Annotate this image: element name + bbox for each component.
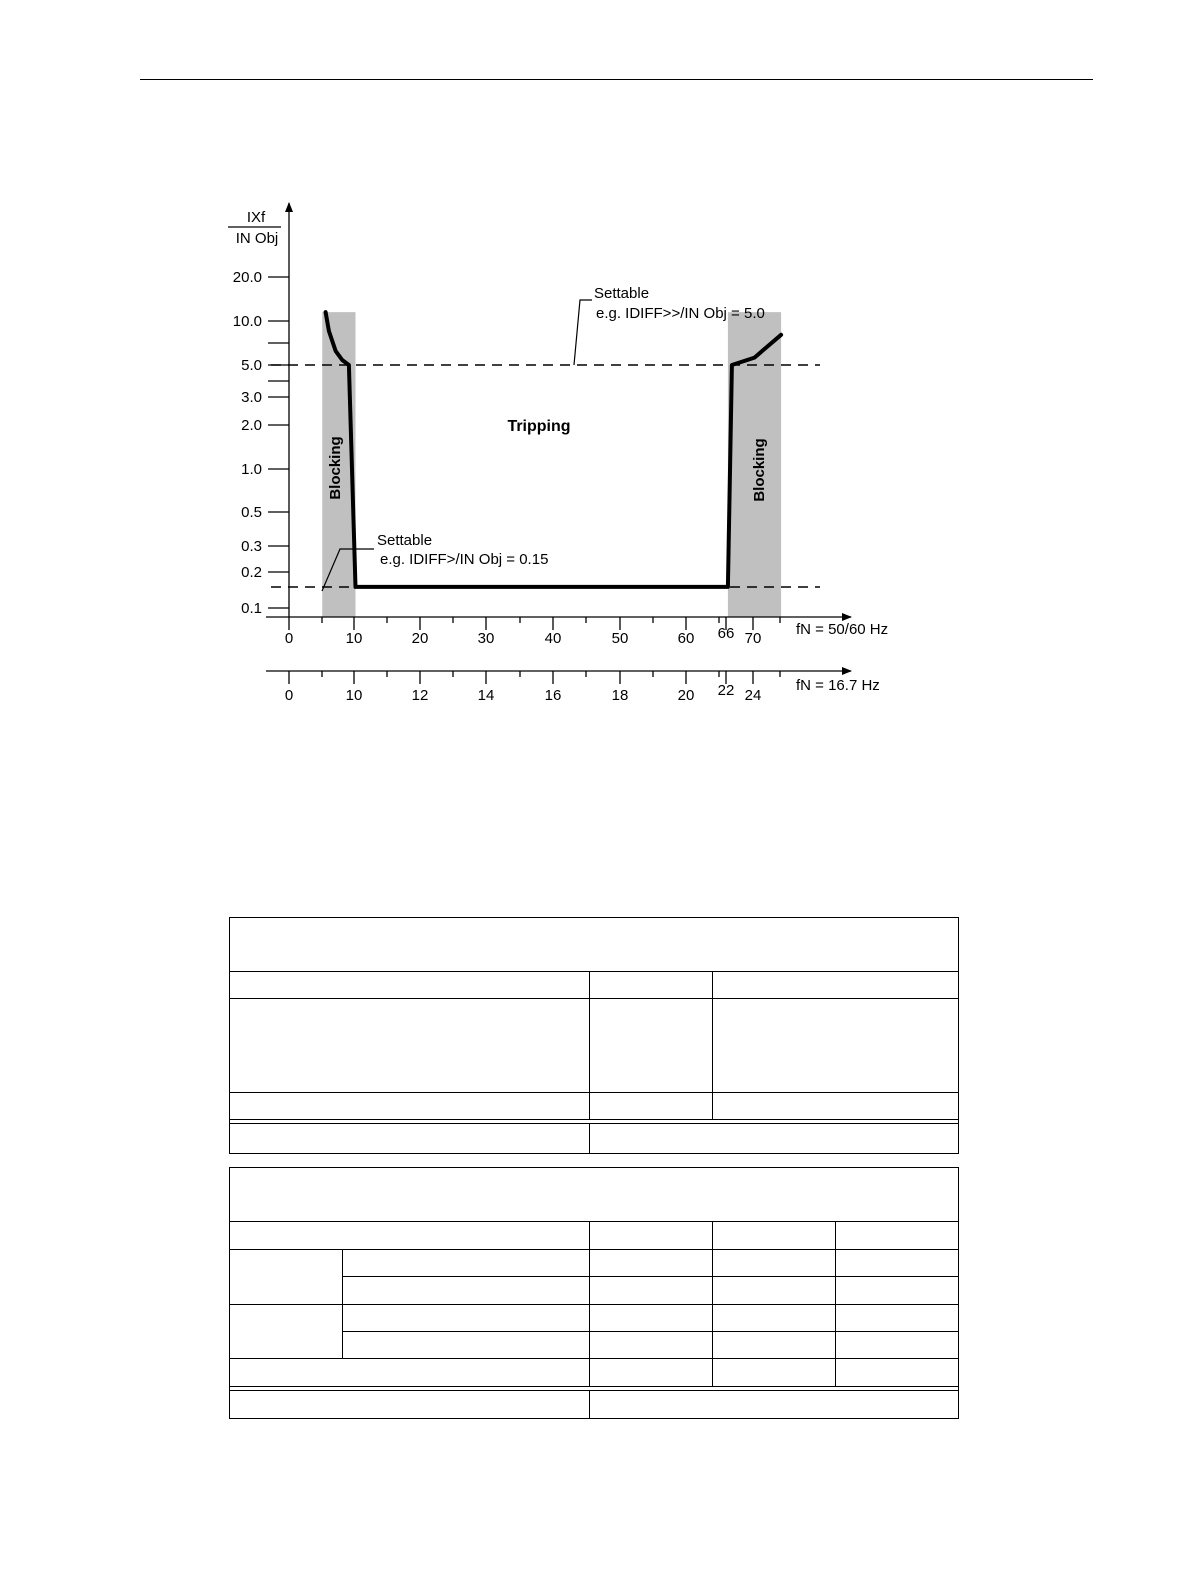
table-rule	[589, 1390, 590, 1418]
y-tick-label: 20.0	[232, 269, 262, 286]
x-tick-label: 18	[611, 687, 629, 704]
table-rule	[712, 971, 713, 1120]
settable-low-example: e.g. IDIFF>/IN Obj = 0.15	[380, 551, 549, 568]
table-rule	[230, 1390, 958, 1391]
settable-high-label: Settable	[594, 285, 650, 302]
table-rule	[712, 1221, 713, 1387]
empty-table-1	[229, 917, 959, 1154]
table-rule	[230, 1249, 958, 1250]
y-tick-label: 5.0	[241, 357, 262, 374]
x-tick-label: 66	[717, 625, 735, 642]
y-tick-label: 0.2	[241, 564, 262, 581]
table-rule	[230, 1092, 958, 1093]
x-tick-label: 0	[284, 687, 294, 704]
x-tick-label: 70	[744, 630, 762, 647]
x-tick-label: 0	[284, 630, 294, 647]
y-tick-label: 10.0	[232, 313, 262, 330]
x-axis-label-50-60hz: fN = 50/60 Hz	[796, 621, 889, 638]
x-tick-label: 60	[677, 630, 695, 647]
blocking-label-left: Blocking	[327, 436, 344, 500]
x-tick-label: 10	[345, 687, 363, 704]
x-tick-label: 20	[411, 630, 429, 647]
y-axis-label-numerator: IXf	[246, 209, 266, 226]
x-tick-label: 24	[744, 687, 762, 704]
table-rule	[835, 1221, 836, 1387]
table-rule	[230, 1123, 958, 1124]
y-axis-label-denominator: IN Obj	[235, 230, 279, 247]
x-tick-label: 16	[544, 687, 562, 704]
settable-high-example: e.g. IDIFF>>/IN Obj = 5.0	[596, 305, 765, 322]
x-tick-label: 40	[544, 630, 562, 647]
x-tick-label: 30	[477, 630, 495, 647]
table-rule	[230, 998, 958, 999]
table-rule	[230, 1386, 958, 1387]
y-tick-label: 2.0	[241, 417, 262, 434]
frequency-characteristic-chart	[0, 0, 1191, 740]
tripping-label: Tripping	[507, 418, 571, 435]
y-tick-label: 3.0	[241, 389, 262, 406]
x-axis-label-16-7hz: fN = 16.7 Hz	[796, 677, 880, 694]
table-rule	[589, 1221, 590, 1387]
y-tick-label: 0.1	[241, 600, 262, 617]
x-tick-label: 12	[411, 687, 429, 704]
table-rule	[342, 1331, 958, 1332]
table-rule	[230, 971, 958, 972]
table-rule	[230, 1221, 958, 1222]
table-rule	[230, 1119, 958, 1120]
x-tick-label: 14	[477, 687, 495, 704]
table-rule	[230, 1304, 958, 1305]
empty-table-2	[229, 1167, 959, 1419]
table-rule	[342, 1276, 958, 1277]
table-rule	[589, 1123, 590, 1153]
table-rule	[589, 971, 590, 1120]
settable-high-leader	[574, 300, 592, 365]
y-tick-label: 1.0	[241, 461, 262, 478]
x-tick-label: 20	[677, 687, 695, 704]
settable-low-label: Settable	[377, 532, 433, 549]
x-tick-label: 50	[611, 630, 629, 647]
table-rule	[342, 1249, 343, 1359]
y-tick-label: 0.3	[241, 538, 262, 555]
table-rule	[230, 1358, 958, 1359]
y-tick-label: 0.5	[241, 504, 262, 521]
x-tick-label: 10	[345, 630, 363, 647]
x-tick-label: 22	[717, 682, 735, 699]
blocking-label-right: Blocking	[751, 438, 768, 502]
